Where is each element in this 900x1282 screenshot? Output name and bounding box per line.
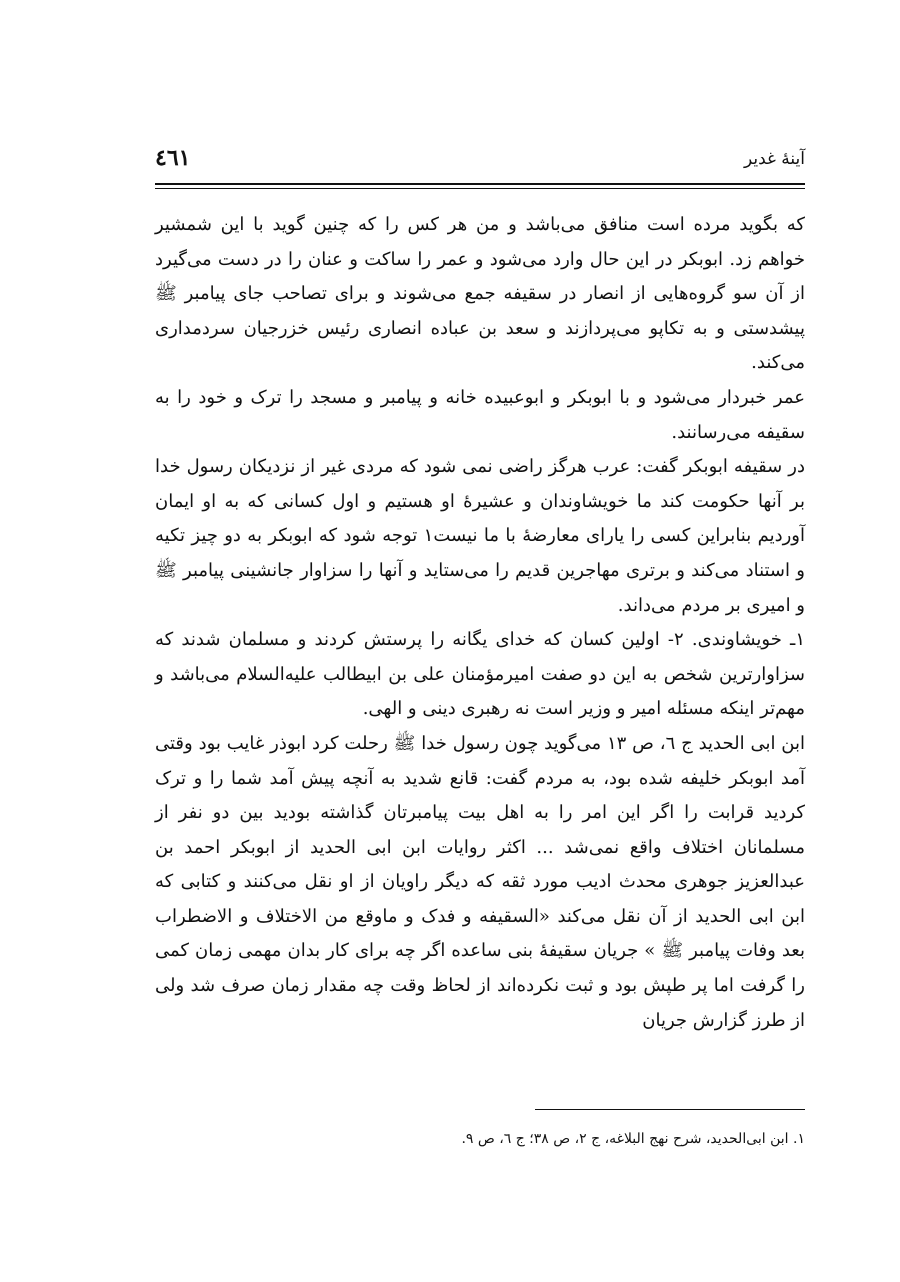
- header-rule-thick: [155, 183, 805, 185]
- paragraph: در سقیفه ابوبکر گفت: عرب هرگز راضی نمی شود که مردی غیر از نزدیکان رسول خدا بر آنها حکومت کند ما خویشاوندان و عشیرهٔ او هستیم و اول کسانی که به او ایمان آوردیم بنابراین کسی را یارای معارضهٔ با ما نیست١ توجه شود که ابوبکر به دو چیز تکیه و استناد می‌کند و برتری مهاجرین قدیم را می‌ستاید و آنها را سزاوار جانشینی پیامبر ﷺ و امیری بر مردم می‌داند.: [155, 456, 805, 616]
- page-number: ٤٦١: [155, 145, 191, 171]
- paragraph: ابن ابی الحدید ج ٦، ص ١٣ می‌گوید چون رسول خدا ﷺ رحلت کرد ابوذر غایب بود وقتی آمد ابوبکر خلیفه شده بود، به مردم گفت: قانع شدید به آنچه پیش آمد شما را و ترک کردید قرابت را اگر این امر را به اهل بیت پیامبرتان گذاشته بودید بین دو نفر از مسلمانان اختلاف واقع نمی‌شد ... اکثر روایات ابن ابی الحدید از ابوبکر احمد بن عبدالعزیز جوهری محدث ادیب مورد ثقه که دیگر راویان از او نقل می‌کنند و کتابی که ابن ابی الحدید از آن نقل می‌کند «السقیفه و فدک و ماوقع من الاختلاف و الاضطراب بعد وفات پیامبر ﷺ » جریان سقیفهٔ بنی ساعده اگر چه برای کار بدان مهمی زمان کمی را گرفت اما پر طپش بود و ثبت نکرده‌اند از لحاظ وقت چه مقدار زمان صرف شد ولی از طرز گزارش جریان: [155, 732, 806, 1031]
- footnote: ١. ابن ابی‌الحدید، شرح نهج البلاغه، ج ٢، ص ٣٨؛ ج ٦، ص ٩.: [461, 1131, 805, 1147]
- running-header: [155, 145, 805, 181]
- paragraph: که بگوید مرده است منافق می‌باشد و من هر کس را که چنین گوید با این شمشیر خواهم زد. ابوبکر در این حال وارد می‌شود و عمر را ساکت و عنان را در دست می‌گیرد از آن سو گروه‌هایی از انصار در سقیفه جمع می‌شوند و برای تصاحب جای پیامبر ﷺ پیشدستی و به تکاپو می‌پردازند و سعد بن عباده انصاری رئیس خزرجیان سردمداری می‌کند.: [155, 214, 806, 374]
- paragraph: ١ـ خویشاوندی. ٢- اولین کسان که خدای یگانه را پرستش کردند و مسلمان شدند که سزاوارترین شخص به این دو صفت امیرمؤمنان علی بن ابیطالب علیه‌السلام می‌باشد و مهم‌تر اینکه مسئله امیر و وزیر است نه رهبری دینی و الهی.: [155, 629, 805, 720]
- header-rule-thin: [155, 188, 805, 189]
- paragraph: عمر خبردار می‌شود و با ابوبکر و ابوعبیده خانه و پیامبر و مسجد را ترک و خود را به سقیفه می‌رسانند.: [155, 386, 805, 443]
- book-title: آینهٔ غدیر: [743, 149, 805, 169]
- main-text: [155, 208, 805, 1038]
- footnote-separator: [535, 1109, 805, 1110]
